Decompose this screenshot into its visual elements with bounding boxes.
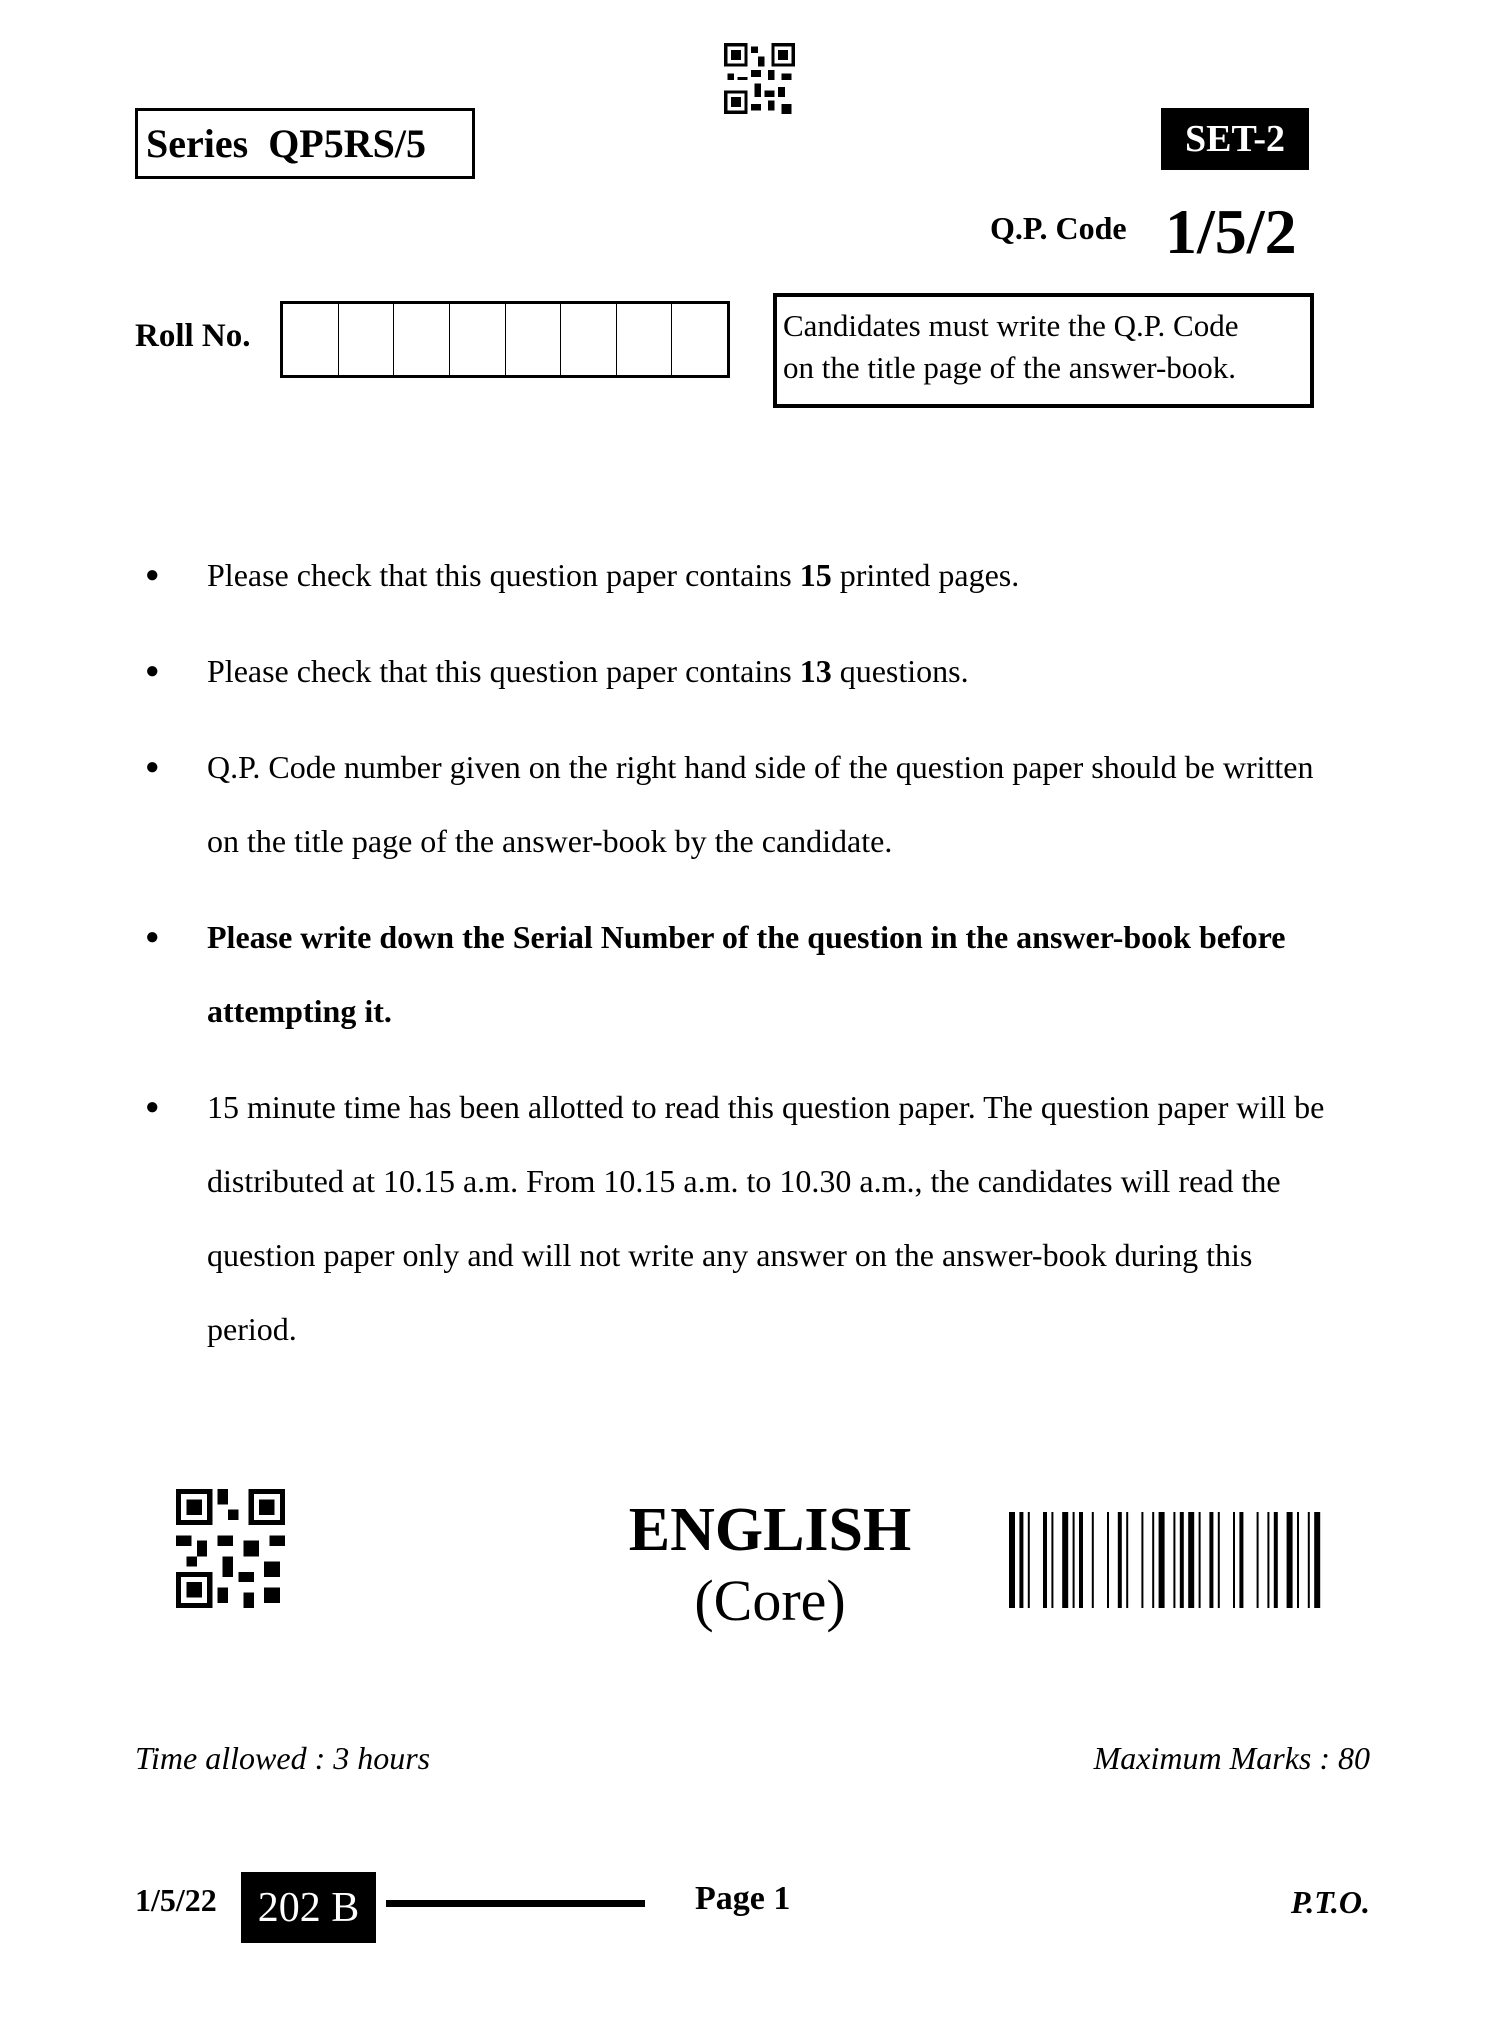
barcode-bar [1062,1512,1068,1608]
barcode-bar [1092,1512,1094,1608]
barcode-bar [1159,1512,1165,1608]
roll-cell[interactable] [450,304,506,375]
qp-code-value: 1/5/2 [1165,196,1297,267]
barcode-bar [1267,1512,1269,1608]
barcode-bar [1233,1512,1235,1608]
barcode-bar [1274,1512,1278,1608]
barcode-bar [1073,1512,1075,1608]
barcode-bar [1257,1512,1259,1608]
maximum-marks: Maximum Marks : 80 [1093,1740,1370,1776]
instruction-item [140,634,1340,708]
barcode-bar [1173,1512,1175,1608]
roll-cell[interactable] [672,304,727,375]
instruction-text: Please write down the Serial Number of the question in the answer-book before attempting it. [207,919,1286,1029]
instruction-text: Please check that this question paper contains [207,557,800,593]
roll-cell[interactable] [339,304,395,375]
instruction-item [140,730,1340,878]
instruction-text: 15 minute time has been allotted to read this question paper. The question paper will be distributed at 10.15 a.m. From 10.15 a.m. to 10.30 a.m., the candidates will read the question paper only and will not write any answer on the answer-book during this period. [207,1089,1325,1347]
instruction-text: Q.P. Code number given on the right hand side of the question paper should be written on the title page of the answer-book by the candidate. [207,749,1314,859]
barcode-bar [1297,1512,1299,1608]
bullet-icon: ● [145,754,160,780]
barcode-bar [1314,1512,1320,1608]
barcode-bar [1019,1512,1023,1608]
candidate-note [773,293,1314,408]
barcode-bar [1141,1512,1143,1608]
candidate-note-line: on the title page of the answer-book. [783,350,1237,385]
qr-code-top [724,43,795,114]
barcode-bar [1009,1512,1015,1608]
barcode-bar [1239,1512,1243,1608]
roll-cell[interactable] [506,304,562,375]
footer-box-label: 202 B [241,1872,376,1943]
barcode-bar [1287,1512,1293,1608]
roll-cell[interactable] [394,304,450,375]
barcode-bar [1308,1512,1310,1608]
bullet-icon: ● [145,562,160,588]
bullet-icon: ● [145,1094,160,1120]
barcode-bar [1079,1512,1083,1608]
set-badge: SET-2 [1161,108,1309,170]
question-count: 13 [799,653,832,689]
barcode-bar [1218,1512,1220,1608]
pto-label: P.T.O. [1290,1884,1370,1920]
barcode [1009,1512,1370,1608]
instructions-list [140,538,1340,1388]
subject-title: ENGLISH [628,1496,912,1564]
instruction-text: printed pages. [831,557,1020,593]
instruction-item [140,900,1340,1048]
page-number: Page 1 [695,1880,791,1917]
bullet-icon: ● [145,658,160,684]
time-allowed: Time allowed : 3 hours [135,1740,431,1776]
instruction-item [140,538,1340,612]
instruction-text: questions. [831,653,969,689]
qp-code-label: Q.P. Code [990,210,1127,246]
roll-number-boxes[interactable] [280,301,730,378]
footer-code: 1/5/22 [135,1882,217,1918]
barcode-bar [1126,1512,1128,1608]
barcode-bar [1180,1512,1184,1608]
instruction-item [140,1070,1340,1366]
barcode-bar [1043,1512,1047,1608]
instruction-text: Please check that this question paper contains [207,653,800,689]
footer-divider [386,1900,645,1907]
bullet-icon: ● [145,924,160,950]
subject-subtitle: (Core) [694,1568,846,1633]
roll-number-label: Roll No. [135,318,251,354]
roll-cell[interactable] [283,304,339,375]
barcode-bar [1028,1512,1030,1608]
barcode-bar [1118,1512,1122,1608]
barcode-bar [1107,1512,1109,1608]
series-label: Series QP5RS/5 [135,108,475,179]
barcode-bar [1152,1512,1154,1608]
roll-cell[interactable] [561,304,617,375]
candidate-note-line: Candidates must write the Q.P. Code [783,308,1239,343]
qr-code-bottom [176,1489,285,1608]
barcode-bar [1199,1512,1201,1608]
barcode-bar [1051,1512,1053,1608]
barcode-bar [1209,1512,1213,1608]
barcode-bar [1188,1512,1194,1608]
roll-cell[interactable] [617,304,673,375]
page-count: 15 [799,557,832,593]
